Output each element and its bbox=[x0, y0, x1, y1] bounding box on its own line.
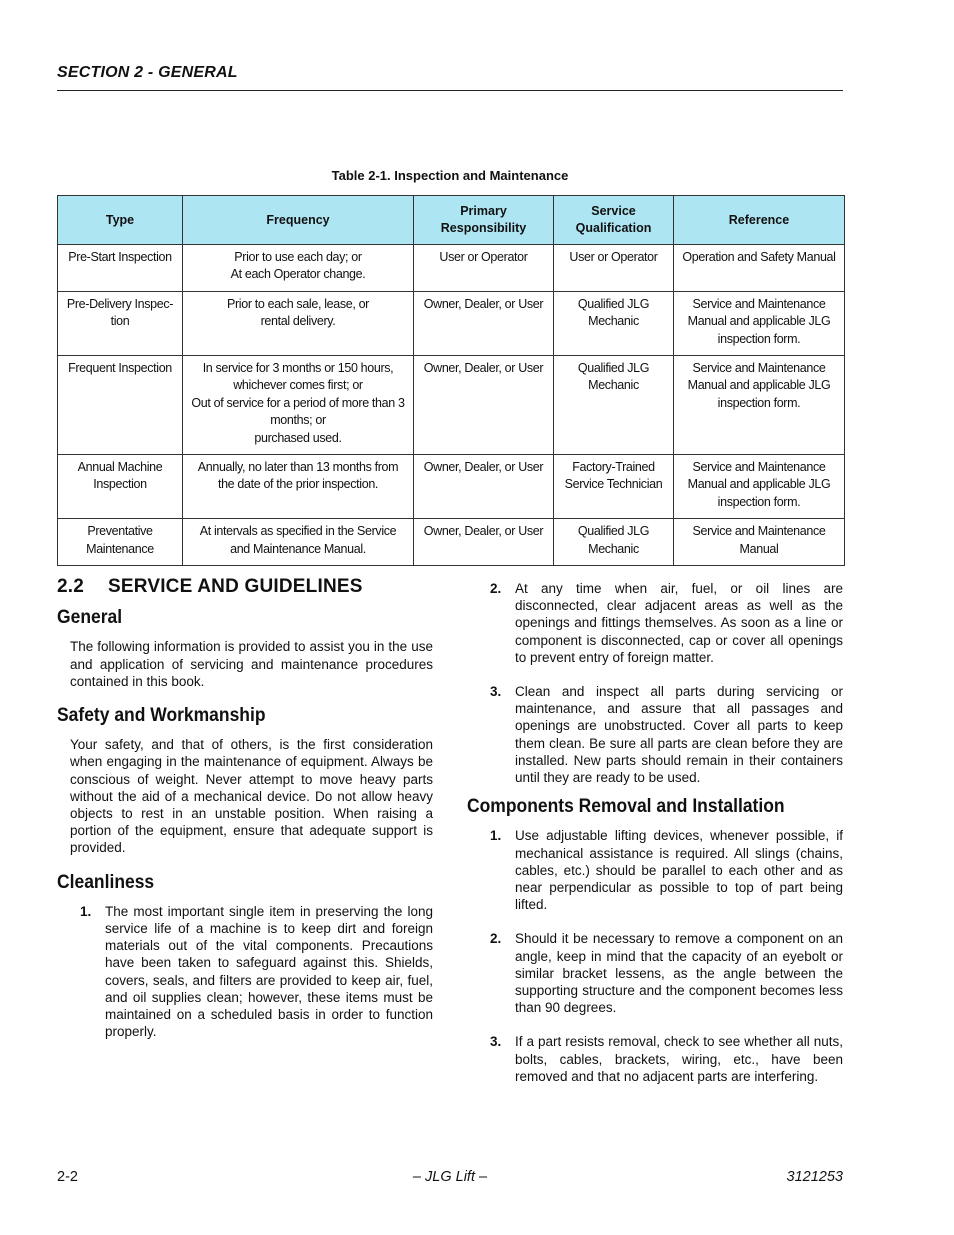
cell-text: Service and Maintenance Manual and applicable JLG inspection form. bbox=[687, 460, 831, 509]
table-header-row bbox=[58, 196, 845, 245]
cell-text: Prior to use each day; or At each Operator change. bbox=[230, 250, 366, 282]
cell-type bbox=[58, 519, 183, 566]
cell-service-qualification bbox=[554, 519, 674, 566]
cell-primary-responsibility bbox=[414, 455, 554, 519]
general-paragraph: The following information is provided to assist you in the use and application of servicing and maintenance procedures contained in this book. bbox=[70, 639, 433, 689]
header-primary-responsibility bbox=[414, 196, 554, 245]
cell-primary-responsibility bbox=[414, 291, 554, 355]
cell-text: Pre-Delivery Inspec- tion bbox=[66, 296, 174, 329]
cell-text: Qualified JLG Mechanic bbox=[577, 524, 650, 556]
cell-text: Qualified JLG Mechanic bbox=[577, 296, 650, 329]
cell-service-qualification bbox=[554, 291, 674, 355]
inspection-maintenance-table bbox=[57, 195, 845, 566]
right-column bbox=[467, 578, 843, 1102]
list-item-number: 2. bbox=[490, 931, 502, 947]
cell-frequency bbox=[183, 291, 414, 355]
list-item-text: Use adjustable lifting devices, whenever possible, if mechanical assistance is required. All slings (chains, cables, etc.) should be parallel to each other and as near perpendicular as possible to top of part being lifted. bbox=[515, 828, 843, 913]
cell-reference bbox=[674, 245, 845, 292]
cell-text: Prior to each sale, lease, or rental delivery. bbox=[226, 296, 369, 329]
list-item bbox=[467, 930, 843, 1016]
header-service-qualification bbox=[554, 196, 674, 245]
cell-type bbox=[58, 356, 183, 455]
cell-text: Service and Maintenance Manual bbox=[692, 524, 826, 556]
cell-reference bbox=[674, 455, 845, 519]
list-item-text: Should it be necessary to remove a component on an angle, keep in mind that the capacity of an eyebolt or similar bracket lessens, as the angle between the supporting structure and the component becomes less than 90 degrees. bbox=[515, 931, 843, 1016]
components-heading: Components Removal and Installation bbox=[467, 796, 785, 818]
cell-text: Preventative Maintenance bbox=[86, 524, 154, 556]
list-item-text: At any time when air, fuel, or oil lines are disconnected, clear adjacent areas as well as the openings and fittings themselves. As soon as a line or component is disconnected, cap or cover all openings to prevent entry of foreign matter. bbox=[515, 581, 843, 665]
list-item bbox=[467, 580, 843, 666]
cell-text: Annually, no later than 13 months from the date of the prior inspection. bbox=[197, 460, 399, 492]
cell-frequency bbox=[183, 245, 414, 292]
cell-reference bbox=[674, 519, 845, 566]
cleanliness-heading: Cleanliness bbox=[57, 871, 155, 893]
section-header-title: SECTION 2 - GENERAL bbox=[57, 64, 238, 81]
list-item-number: 3. bbox=[490, 1034, 502, 1050]
cell-text: Operation and Safety Manual bbox=[682, 250, 836, 264]
cell-primary-responsibility bbox=[414, 519, 554, 566]
cell-primary-responsibility bbox=[414, 245, 554, 292]
list-item-text: Clean and inspect all parts during servicing or maintenance, and assure that all passages and openings are unobstructed. Cover all parts to keep them clean. Be sure all parts are clean before they are installed. New parts should remain in their containers until they are ready to be used. bbox=[515, 684, 843, 786]
footer-doc-number: 3121253 bbox=[786, 1169, 843, 1185]
cell-type bbox=[58, 245, 183, 292]
cell-text: User or Operator bbox=[569, 250, 658, 264]
components-list bbox=[467, 827, 843, 1085]
table-row bbox=[58, 356, 845, 455]
list-item-number: 2. bbox=[490, 581, 502, 596]
section-title: SERVICE AND GUIDELINES bbox=[108, 576, 363, 597]
footer-page-number: 2-2 bbox=[57, 1169, 78, 1185]
cell-text: Owner, Dealer, or User bbox=[423, 361, 544, 376]
table-row bbox=[58, 291, 845, 355]
list-item bbox=[57, 903, 433, 1041]
cell-text: Service and Maintenance Manual and applicable JLG inspection form. bbox=[687, 361, 831, 410]
header-reference: Reference bbox=[674, 196, 845, 245]
cell-text: Frequent Inspection bbox=[68, 361, 172, 376]
cell-text: Service and Maintenance Manual and applicable JLG inspection form. bbox=[687, 296, 831, 346]
header-type: Type bbox=[58, 196, 183, 245]
left-column bbox=[57, 578, 433, 1057]
cell-service-qualification bbox=[554, 455, 674, 519]
list-item-number: 3. bbox=[490, 684, 502, 700]
header-service-qualification-text: Service Qualification bbox=[575, 204, 652, 235]
list-item-text: The most important single item in preserving the long service life of a machine is to keep dirt and foreign materials out of the vital components. Precautions have been taken to safeguard against this. Shields, covers, seals, and filters are provided to keep air, fuel, and oil supplies clean; however, these items must be maintained on a scheduled basis in order to function properly. bbox=[105, 903, 433, 1040]
cell-text: User or Operator bbox=[439, 250, 528, 264]
cell-frequency bbox=[183, 356, 414, 455]
cell-type bbox=[58, 455, 183, 519]
cell-service-qualification bbox=[554, 245, 674, 292]
section-heading bbox=[57, 578, 433, 595]
cell-text: Pre-Start Inspection bbox=[68, 250, 172, 264]
cell-text: Owner, Dealer, or User bbox=[423, 524, 544, 539]
cell-primary-responsibility bbox=[414, 356, 554, 455]
table-row bbox=[58, 245, 845, 292]
cell-frequency bbox=[183, 455, 414, 519]
cleanliness-list-part1 bbox=[57, 903, 433, 1041]
general-heading: General bbox=[57, 607, 123, 629]
list-item bbox=[467, 1033, 843, 1085]
header-frequency: Frequency bbox=[183, 196, 414, 245]
section-number: 2.2 bbox=[57, 576, 85, 597]
cleanliness-list-part2 bbox=[467, 580, 843, 786]
table-caption: Table 2-1. Inspection and Maintenance bbox=[331, 168, 569, 183]
safety-paragraph: Your safety, and that of others, is the first consideration when engaging in the maintenance of equipment. Always be conscious of weight. Never attempt to move heavy parts without the aid of a mechanical device. Do not allow heavy objects to rest in an unstable position. When raising a portion of the equipment, ensure that adequate support is provided. bbox=[70, 737, 433, 856]
cell-text: In service for 3 months or 150 hours, whichever comes first; or Out of service for a period of more than 3 months; or purchased used. bbox=[191, 361, 405, 445]
cell-text: Owner, Dealer, or User bbox=[423, 296, 544, 311]
list-item-text: If a part resists removal, check to see whether all nuts, bolts, cables, brackets, wiring, etc., have been removed and that no adjacent parts are interfering. bbox=[515, 1034, 843, 1084]
cell-service-qualification bbox=[554, 356, 674, 455]
list-item-number: 1. bbox=[490, 828, 502, 844]
cell-type bbox=[58, 291, 183, 355]
table-row bbox=[58, 455, 845, 519]
list-item bbox=[467, 827, 843, 913]
cell-reference bbox=[674, 356, 845, 455]
cell-text: At intervals as specified in the Service and Maintenance Manual. bbox=[199, 524, 397, 556]
list-item bbox=[467, 683, 843, 786]
footer-center-text: – JLG Lift – bbox=[412, 1169, 488, 1185]
page-header bbox=[57, 64, 843, 91]
cell-text: Qualified JLG Mechanic bbox=[577, 361, 650, 393]
cell-text: Factory-Trained Service Technician bbox=[564, 460, 663, 492]
cell-frequency bbox=[183, 519, 414, 566]
cell-reference bbox=[674, 291, 845, 355]
safety-heading: Safety and Workmanship bbox=[57, 705, 266, 727]
list-item-number: 1. bbox=[80, 903, 92, 919]
table-row bbox=[58, 519, 845, 566]
cell-text: Owner, Dealer, or User bbox=[423, 460, 544, 475]
header-primary-responsibility-text: Primary Responsibility bbox=[440, 204, 527, 235]
cell-text: Annual Machine Inspection bbox=[77, 460, 163, 492]
